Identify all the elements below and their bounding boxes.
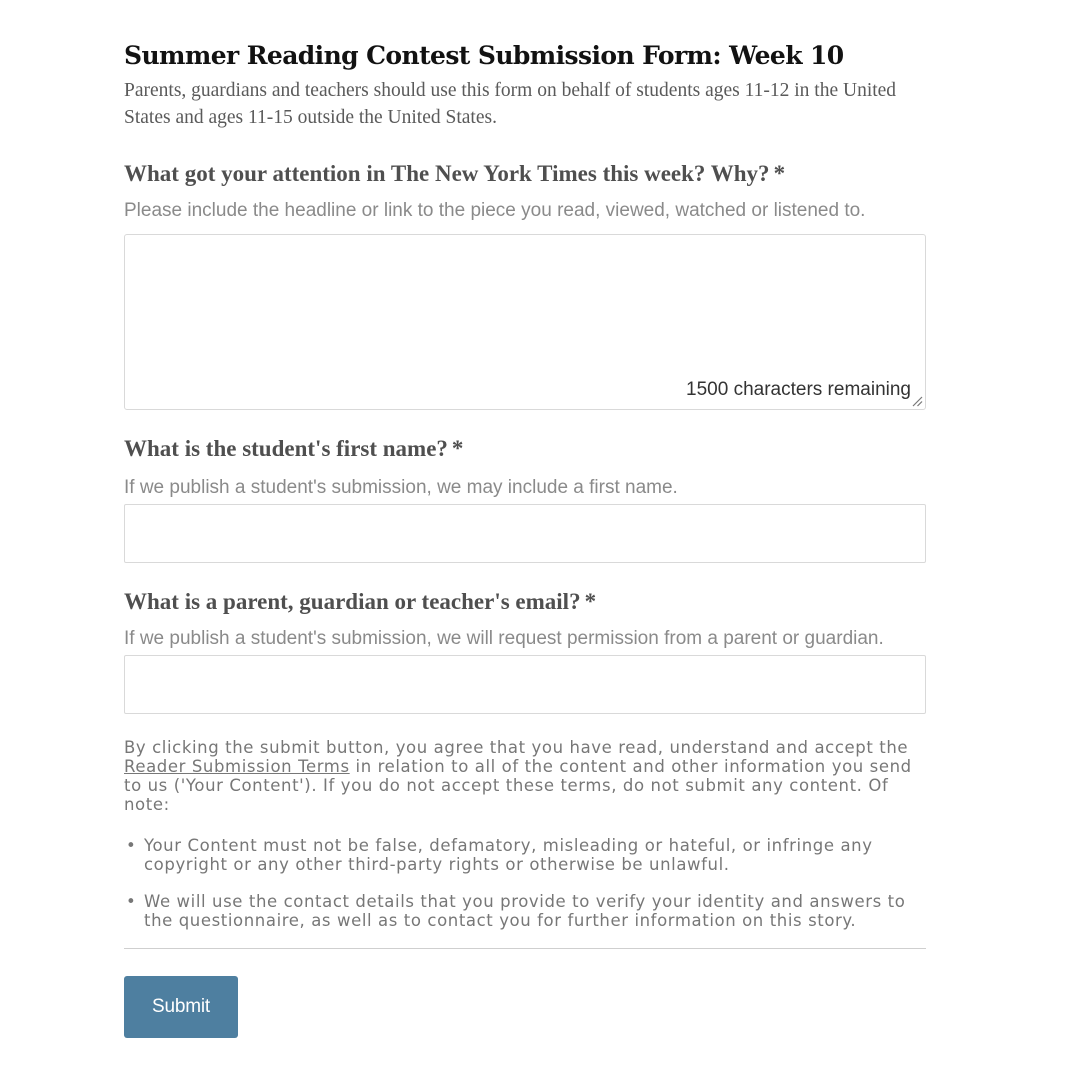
email-input[interactable] xyxy=(124,655,926,714)
terms-text-before: By clicking the submit button, you agree that you have read, understand and accept the xyxy=(124,738,909,757)
terms-list-item xyxy=(124,836,926,874)
first-name-input[interactable] xyxy=(124,504,926,563)
required-asterisk: * xyxy=(773,161,786,186)
email-hint: If we publish a student's submission, we will request permission from a parent or guardian. xyxy=(124,628,884,649)
required-asterisk: * xyxy=(584,589,597,614)
character-counter: 1500 characters remaining xyxy=(686,379,911,400)
submit-button[interactable]: Submit xyxy=(124,976,238,1038)
page-title: Summer Reading Contest Submission Form: Week 10 xyxy=(124,41,844,70)
attention-hint: Please include the headline or link to the piece you read, viewed, watched or listened to. xyxy=(124,200,866,221)
divider xyxy=(124,948,926,949)
bullet-icon: • xyxy=(126,892,137,911)
form-intro: Parents, guardians and teachers should use this form on behalf of students ages 11-12 in the United States and ages 11-15 outside the United States. xyxy=(124,80,897,128)
required-asterisk: * xyxy=(451,436,464,461)
first-name-question-text: What is the student's first name? xyxy=(124,436,448,461)
submission-form xyxy=(124,38,926,1038)
attention-textarea-container xyxy=(124,234,926,410)
first-name-hint: If we publish a student's submission, we may include a first name. xyxy=(124,477,678,498)
email-question-text: What is a parent, guardian or teacher's email? xyxy=(124,589,581,614)
terms-list xyxy=(124,836,926,930)
terms-text xyxy=(124,738,926,814)
first-name-question-label xyxy=(124,434,926,464)
email-question-label xyxy=(124,587,926,617)
attention-question-label xyxy=(124,159,926,189)
reader-submission-terms-link[interactable]: Reader Submission Terms xyxy=(124,757,350,776)
terms-list-item xyxy=(124,892,926,930)
terms-list-item-text: Your Content must not be false, defamatory, misleading or hateful, or infringe any copyright or any other third-party rights or otherwise be unlawful. xyxy=(144,836,873,874)
terms-text-after: in relation to all of the content and other information you send to us ('Your Content'). If you do not accept these terms, do not submit any content. Of note: xyxy=(124,757,912,814)
bullet-icon: • xyxy=(126,836,137,855)
attention-question-text: What got your attention in The New York Times this week? Why? xyxy=(124,161,770,186)
terms-list-item-text: We will use the contact details that you provide to verify your identity and answers to the questionnaire, as well as to contact you for further information on this story. xyxy=(144,892,906,930)
resize-handle-icon[interactable] xyxy=(911,395,923,407)
